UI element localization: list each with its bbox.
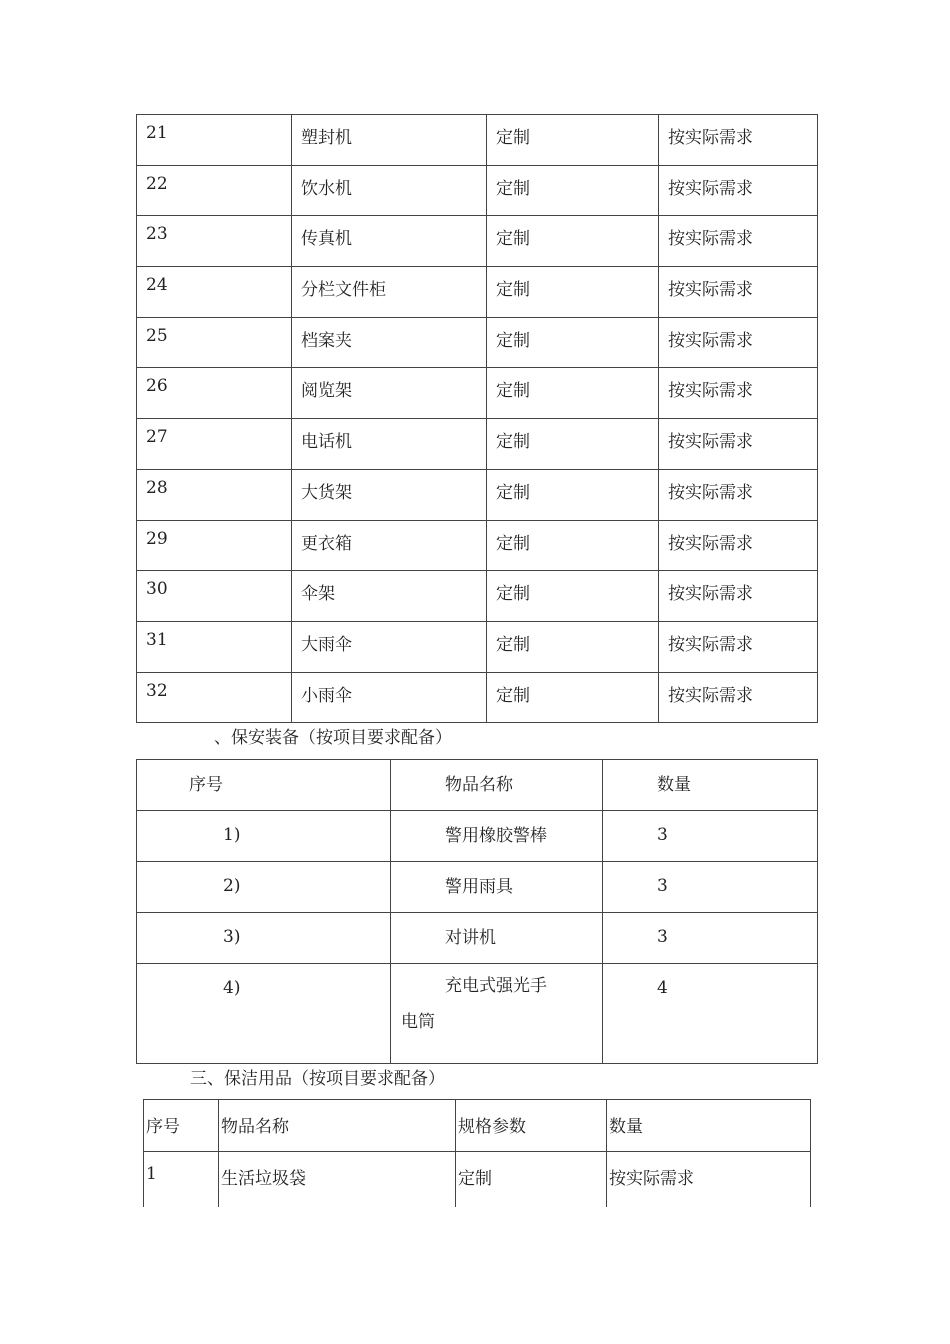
cell-name: 塑封机 <box>292 115 487 166</box>
cell-spec: 定制 <box>487 520 659 571</box>
cell-no: 1) <box>137 811 391 862</box>
cell-name: 警用橡胶警棒 <box>391 811 603 862</box>
cell-no: 2) <box>137 862 391 913</box>
table-row <box>137 520 818 571</box>
name-line-2: 电筒 <box>401 1012 435 1032</box>
cell-spec: 定制 <box>487 571 659 622</box>
cell-name: 对讲机 <box>391 913 603 964</box>
cell-no: 21 <box>137 115 292 166</box>
cell-qty: 按实际需求 <box>659 115 818 166</box>
cell-qty: 3 <box>603 913 818 964</box>
table-row <box>137 621 818 672</box>
cell-name <box>391 964 603 1064</box>
cell-no: 1 <box>144 1152 219 1208</box>
table-row <box>137 115 818 166</box>
cell-name: 大雨伞 <box>292 621 487 672</box>
table-row <box>137 368 818 419</box>
cell-spec: 定制 <box>487 469 659 520</box>
header-cell-no: 序号 <box>144 1100 219 1152</box>
cell-qty: 按实际需求 <box>659 216 818 267</box>
cell-no: 3) <box>137 913 391 964</box>
cell-name: 分栏文件柜 <box>292 267 487 318</box>
cell-qty: 按实际需求 <box>659 165 818 216</box>
table-row <box>137 913 818 964</box>
cell-no: 23 <box>137 216 292 267</box>
cell-spec: 定制 <box>487 368 659 419</box>
cell-no: 4) <box>137 964 391 1064</box>
cleaning-supplies-table <box>143 1099 811 1207</box>
table-row <box>144 1152 811 1208</box>
table-row <box>137 672 818 723</box>
cell-qty: 按实际需求 <box>659 469 818 520</box>
cell-no: 24 <box>137 267 292 318</box>
table-row <box>137 469 818 520</box>
cell-name: 小雨伞 <box>292 672 487 723</box>
cell-spec: 定制 <box>456 1152 607 1208</box>
cell-qty: 按实际需求 <box>659 317 818 368</box>
cell-name: 电话机 <box>292 419 487 470</box>
header-cell-name: 物品名称 <box>219 1100 456 1152</box>
cell-no: 30 <box>137 571 292 622</box>
cell-qty: 3 <box>603 811 818 862</box>
cell-qty: 按实际需求 <box>659 672 818 723</box>
cell-name: 传真机 <box>292 216 487 267</box>
cell-no: 27 <box>137 419 292 470</box>
section-heading-security-equipment: 、保安装备（按项目要求配备） <box>214 728 452 748</box>
cell-no: 28 <box>137 469 292 520</box>
table-row <box>137 862 818 913</box>
table-row <box>137 811 818 862</box>
cell-no: 31 <box>137 621 292 672</box>
cell-no: 22 <box>137 165 292 216</box>
cell-qty: 3 <box>603 862 818 913</box>
cell-qty: 按实际需求 <box>659 520 818 571</box>
section-heading-cleaning-supplies: 三、保洁用品（按项目要求配备） <box>190 1069 445 1089</box>
cell-spec: 定制 <box>487 267 659 318</box>
cell-qty: 按实际需求 <box>659 621 818 672</box>
cell-name: 大货架 <box>292 469 487 520</box>
cell-qty: 按实际需求 <box>607 1152 811 1208</box>
cell-spec: 定制 <box>487 317 659 368</box>
cell-name: 警用雨具 <box>391 862 603 913</box>
header-cell-spec: 规格参数 <box>456 1100 607 1152</box>
cell-spec: 定制 <box>487 115 659 166</box>
header-cell-no: 序号 <box>137 760 391 811</box>
cell-name: 更衣箱 <box>292 520 487 571</box>
table-row <box>137 267 818 318</box>
cell-name: 饮水机 <box>292 165 487 216</box>
table-row <box>137 165 818 216</box>
cell-name: 生活垃圾袋 <box>219 1152 456 1208</box>
header-cell-name: 物品名称 <box>391 760 603 811</box>
cell-name: 阅览架 <box>292 368 487 419</box>
cell-qty: 4 <box>603 964 818 1064</box>
header-cell-qty: 数量 <box>607 1100 811 1152</box>
cell-qty: 按实际需求 <box>659 419 818 470</box>
cell-no: 32 <box>137 672 292 723</box>
cell-spec: 定制 <box>487 621 659 672</box>
table-header-row <box>144 1100 811 1152</box>
cell-no: 26 <box>137 368 292 419</box>
cell-no: 25 <box>137 317 292 368</box>
security-equipment-table <box>136 759 818 1064</box>
cell-qty: 按实际需求 <box>659 571 818 622</box>
header-cell-qty: 数量 <box>603 760 818 811</box>
cell-no: 29 <box>137 520 292 571</box>
cell-spec: 定制 <box>487 672 659 723</box>
cell-qty: 按实际需求 <box>659 368 818 419</box>
table-row <box>137 571 818 622</box>
table-row <box>137 964 818 1064</box>
name-line-1: 充电式强光手 <box>445 976 547 996</box>
cell-spec: 定制 <box>487 165 659 216</box>
equipment-table-continued <box>136 114 818 723</box>
cell-name: 档案夹 <box>292 317 487 368</box>
cell-qty: 按实际需求 <box>659 267 818 318</box>
table-row <box>137 216 818 267</box>
table-row <box>137 419 818 470</box>
table-row <box>137 317 818 368</box>
cell-spec: 定制 <box>487 419 659 470</box>
table-header-row <box>137 760 818 811</box>
cell-name: 伞架 <box>292 571 487 622</box>
cell-spec: 定制 <box>487 216 659 267</box>
